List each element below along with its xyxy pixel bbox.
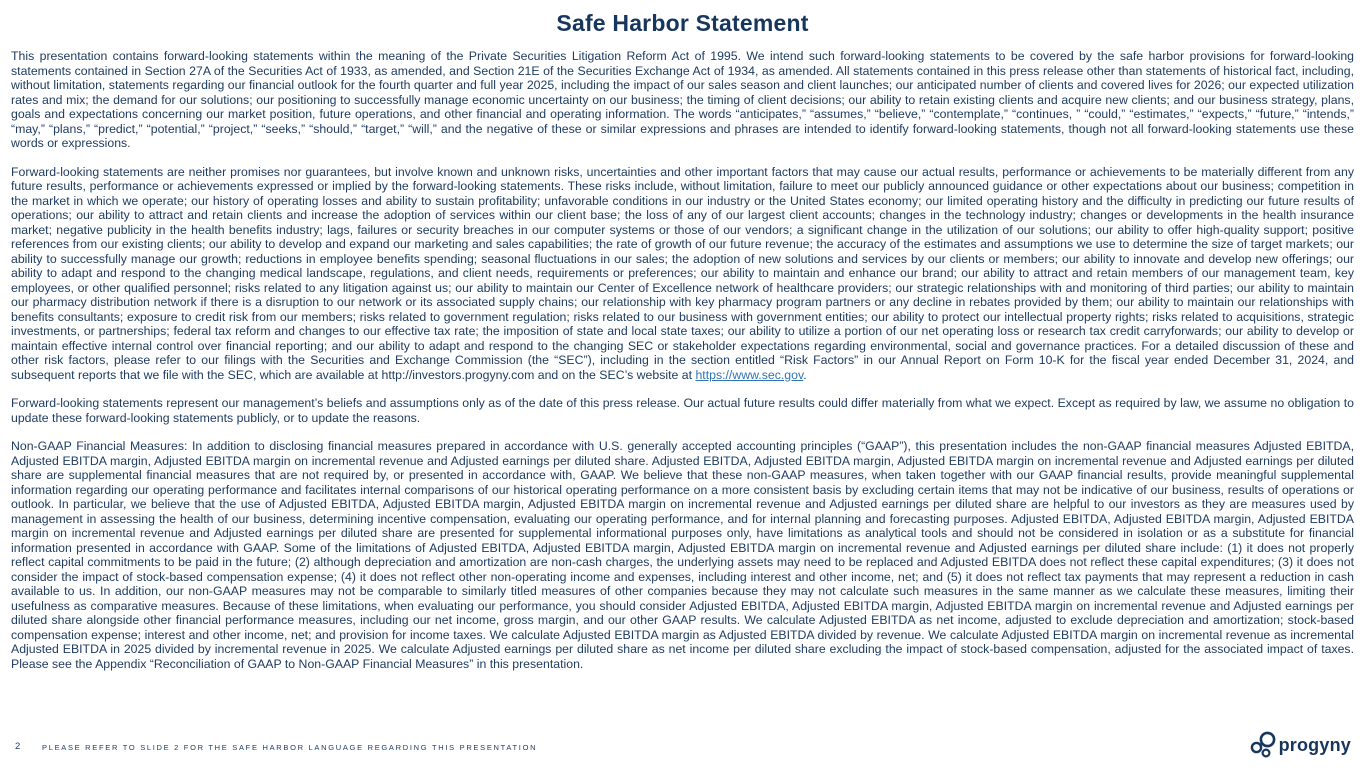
page-number: 2 [15, 741, 21, 752]
risk-factors-text: Forward-looking statements are neither promises nor guarantees, but involve known and unknown risks, uncertainties and other important factors that may cause our actual results, performance or achievements to be materially different from any future results, performance or achievements expressed or implied by the forward-looking statements. These risks include, without limitation, failure to meet our publicly announced guidance or other expectations about our business; competition in the market in which we operate; our history of operating losses and ability to sustain profitability; unfavorable conditions in our industry or the United States economy; our limited operating history and the difficulty in predicting our future results of operations; our ability to attract and retain clients and increase the adoption of services within our client base; the loss of any of our largest client accounts; changes in the technology industry; changes or developments in the health insurance market; negative publicity in the health benefits industry; lags, failures or security breaches in our computer systems or those of our vendors; a significant change in the utilization of our solutions; our ability to offer high-quality support; positive references from our existing clients; our ability to develop and expand our marketing and sales capabilities; the rate of growth of our future revenue; the accuracy of the estimates and assumptions we use to determine the size of target markets; our ability to successfully manage our growth; reductions in employee benefits spending; seasonal fluctuations in our sales; the adoption of new solutions and services by our clients or members; our ability to innovate and develop new offerings; our ability to adapt and respond to the changing medical landscape, regulations, and client needs, requirements or preferences; our ability to maintain and enhance our brand; our ability to attract and retain members of our management team, key employees, or other qualified personnel; risks related to any litigation against us; our ability to maintain our Center of Excellence network of healthcare providers; our strategic relationships with and monitoring of third parties; our ability to maintain our pharmacy distribution network if there is a disruption to our network or its associated supply chains; our relationship with key pharmacy program partners or any decline in rebates provided by them; our ability to maintain our relationships with benefits consultants; exposure to credit risk from our members; risks related to government regulation; risks related to our business with government entities; our ability to protect our intellectual property rights; risks related to acquisitions, strategic investments, or partnerships; federal tax reform and changes to our effective tax rate; the imposition of state and local state taxes; our ability to utilize a portion of our net operating loss or research tax credit carryforwards; our ability to develop or maintain effective internal control over financial reporting; and our ability to adapt and respond to the changing SEC or stakeholder expectations regarding environmental, social and governance practices. For a detailed discussion of these and other risk factors, please refer to our filings with the Securities and Exchange Commission (the “SEC”), including in the section entitled “Risk Factors” in our Annual Report on Form 10-K for the fiscal year ended December 31, 2024, and subsequent reports that we file with the SEC, which are available at http://investors.progyny.com and on the SEC’s website at [11, 164, 1354, 382]
progyny-logo-icon [1248, 730, 1278, 760]
paragraph-non-gaap-measures: Non-GAAP Financial Measures: In addition to disclosing financial measures prepared in accordance with U.S. generally accepted accounting principles (“GAAP”), this presentation includes the non-GAAP financial measures Adjusted EBITDA, Adjusted EBITDA margin, Adjusted EBITDA margin on incremental revenue and Adjusted earnings per diluted share. Adjusted EBITDA, Adjusted EBITDA margin, Adjusted EBITDA margin on incremental revenue and Adjusted earnings per diluted share are supplemental financial measures that are not required by, or presented in accordance with, GAAP. We believe that these non-GAAP measures, when taken together with our GAAP financial results, provide meaningful supplemental information regarding our operating performance and facilitates internal comparisons of our historical operating performance on a more consistent basis by excluding certain items that may not be indicative of our business, results of operations or outlook. In particular, we believe that the use of Adjusted EBITDA, Adjusted EBITDA margin, Adjusted EBITDA margin on incremental revenue and Adjusted earnings per diluted share are helpful to our investors as they are measures used by management in assessing the health of our business, determining incentive compensation, evaluating our operating performance, and for internal planning and forecasting purposes. Adjusted EBITDA, Adjusted EBITDA margin, Adjusted EBITDA margin on incremental revenue and Adjusted earnings per diluted share are presented for supplemental informational purposes only, have limitations as analytical tools and should not be considered in isolation or as a substitute for financial information presented in accordance with GAAP. Some of the limitations of Adjusted EBITDA, Adjusted EBITDA margin, Adjusted EBITDA margin on incremental revenue and Adjusted earnings per diluted share include: (1) it does not properly reflect capital commitments to be paid in the future; (2) although depreciation and amortization are non-cash charges, the underlying assets may need to be replaced and Adjusted EBITDA does not reflect these capital expenditures; (3) it does not consider the impact of stock-based compensation expense; (4) it does not reflect other non-operating income and expenses, including interest and other income, net; and (5) it does not reflect tax payments that may represent a reduction in cash available to us. In addition, our non-GAAP measures may not be comparable to similarly titled measures of other companies because they may not calculate such measures in the same manner as we calculate these measures, limiting their usefulness as comparative measures. Because of these limitations, when evaluating our performance, you should consider Adjusted EBITDA, Adjusted EBITDA margin, Adjusted EBITDA margin on incremental revenue and Adjusted earnings per diluted share alongside other financial performance measures, including our net income, gross margin, and our other GAAP results. We calculate Adjusted EBITDA as net income, adjusted to exclude depreciation and amortization; stock-based compensation expense; interest and other income, net; and provision for income taxes. We calculate Adjusted EBITDA margin as Adjusted EBITDA divided by revenue. We calculate Adjusted EBITDA margin on incremental revenue as incremental Adjusted EBITDA in 2025 divided by incremental revenue in 2025. We calculate Adjusted earnings per diluted share as net income per diluted share excluding the impact of stock-based compensation, adjusted for the associated impact of taxes. Please see the Appendix “Reconciliation of GAAP to Non-GAAP Financial Measures” in this presentation. [11, 439, 1354, 671]
paragraph-forward-looking-intro: This presentation contains forward-looking statements within the meaning of the Private Securities Litigation Reform Act of 1995. We intend such forward-looking statements to be covered by the safe harbor provisions for forward-looking statements contained in Section 27A of the Securities Act of 1933, as amended, and Section 21E of the Securities Exchange Act of 1934, as amended. All statements contained in this press release other than statements of historical fact, including, without limitation, statements regarding our financial outlook for the fourth quarter and full year 2025, including the impact of our sales season and client launches; our anticipated number of clients and covered lives for 2026; our expected utilization rates and mix; the demand for our solutions; our positioning to successfully manage economic uncertainty on our business; the timing of client decisions; our ability to retain existing clients and acquire new clients; and our business strategy, plans, goals and expectations concerning our market position, future operations, and other financial and operating information. The words “anticipates,” “assumes,” “believe,” “contemplate,” “continues, ” “could,” “estimates,” “expects,” “future,” “intends,” “may,” “plans,” “predict,” “potential,” “project,” “seeks,” “should,” “target,” “will,” and the negative of these or similar expressions and phrases are intended to identify forward-looking statements, though not all forward-looking statements use these words or expressions. [11, 49, 1354, 150]
paragraph-risk-factors [11, 165, 1354, 383]
sec-gov-link[interactable]: https://www.sec.gov [695, 367, 804, 382]
progyny-logo [1248, 730, 1351, 760]
progyny-wordmark: progyny [1278, 734, 1351, 755]
slide-body [11, 49, 1354, 671]
page-title: Safe Harbor Statement [556, 10, 809, 36]
risk-factors-text-end: . [803, 367, 807, 382]
slide-footer [0, 722, 1365, 768]
paragraph-management-beliefs: Forward-looking statements represent our management’s beliefs and assumptions only as of the date of this press release. Our actual future results could differ materially from what we expect. Except as required by law, we assume no obligation to update these forward-looking statements publicly, or to update the reasons. [11, 396, 1354, 425]
footer-note: PLEASE REFER TO SLIDE 2 FOR THE SAFE HARBOR LANGUAGE REGARDING THIS PRESENTATION [42, 743, 538, 752]
